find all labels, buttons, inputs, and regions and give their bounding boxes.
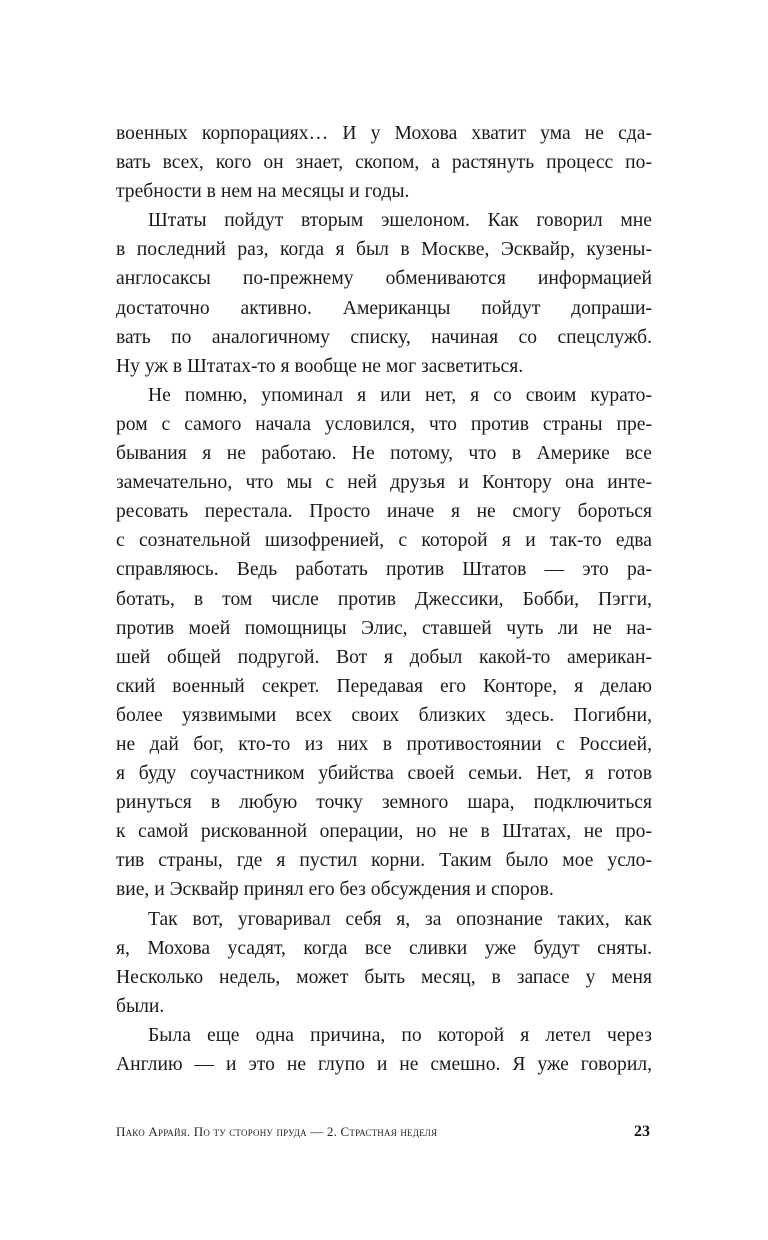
text-line: ботать, в том числе против Джессики, Бобби, Пэгги,: [116, 588, 652, 610]
text-line: замечательно, что мы с ней друзья и Контору она инте-: [116, 472, 652, 494]
text-line: Ну уж в Штатах-то я вообще не мог засветиться.: [116, 355, 524, 377]
text-line: тив страны, где я пустил корни. Таким было мое усло-: [116, 850, 652, 872]
text-line: вать всех, кого он знает, скопом, а растянуть процесс по-: [116, 152, 652, 174]
text-line: Англию — и это не глупо и не смешно. Я уже говорил,: [116, 1054, 652, 1075]
page-number: 23: [634, 1123, 650, 1140]
text-line: шей общей подругой. Вот я добыл какой-то американ-: [116, 646, 652, 668]
text-line: бывания я не работаю. Не потому, что в Америке все: [116, 443, 652, 465]
text-line: были.: [116, 995, 165, 1017]
text-line: Не помню, упоминал я или нет, я со своим курато-: [148, 384, 652, 406]
text-line: ресовать перестала. Просто иначе я не смогу бороться: [116, 501, 652, 523]
text-line: ский военный секрет. Передавая его Конторе, я делаю: [116, 675, 652, 697]
text-line: в последний раз, когда я был в Москве, Эсквайр, кузены-: [116, 239, 652, 261]
text-line: Была еще одна причина, по которой я летел через: [148, 1024, 652, 1046]
text-line: я буду соучастником убийства своей семьи. Нет, я готов: [116, 763, 652, 785]
text-line: ром с самого начала условился, что против страны пре-: [116, 413, 652, 435]
text-line: справляюсь. Ведь работать против Штатов — это ра-: [116, 559, 652, 581]
body-text: [116, 119, 652, 1079]
text-line: вать по аналогичному списку, начиная со спецслужб.: [116, 326, 652, 348]
text-line: к самой рискованной операции, но не в Штатах, не про-: [116, 821, 652, 843]
text-line: я, Мохова усадят, когда все сливки уже будут сняты.: [116, 937, 652, 959]
text-line: более уязвимыми всех своих близких здесь. Погибни,: [116, 704, 652, 726]
text-line: не дай бог, кто-то из них в противостоянии с Россией,: [116, 733, 652, 755]
text-line: достаточно активно. Американцы пойдут допраши-: [116, 297, 652, 319]
text-line: Так вот, уговаривал себя я, за опознание таких, как: [148, 908, 652, 930]
text-line: Штаты пойдут вторым эшелоном. Как говорил мне: [148, 210, 652, 232]
page-footer: [116, 1120, 652, 1144]
running-head: Пако Аррайя. По ту сторону пруда — 2. Страстная неделя: [116, 1124, 438, 1139]
text-line: с сознательной шизофренией, с которой я и так-то едва: [116, 530, 652, 552]
text-line: Несколько недель, может быть месяц, в запасе у меня: [116, 966, 652, 988]
text-line: англосаксы по-прежнему обмениваются информацией: [116, 268, 652, 290]
text-line: ринуться в любую точку земного шара, подключиться: [116, 792, 652, 814]
text-line: вие, и Эсквайр принял его без обсуждения и споров.: [116, 879, 554, 901]
text-line: против моей помощницы Элис, ставшей чуть ли не на-: [116, 617, 652, 639]
text-line: военных корпорациях… И у Мохова хватит ума не сда-: [116, 123, 652, 144]
text-line: требности в нем на месяцы и годы.: [116, 181, 410, 203]
